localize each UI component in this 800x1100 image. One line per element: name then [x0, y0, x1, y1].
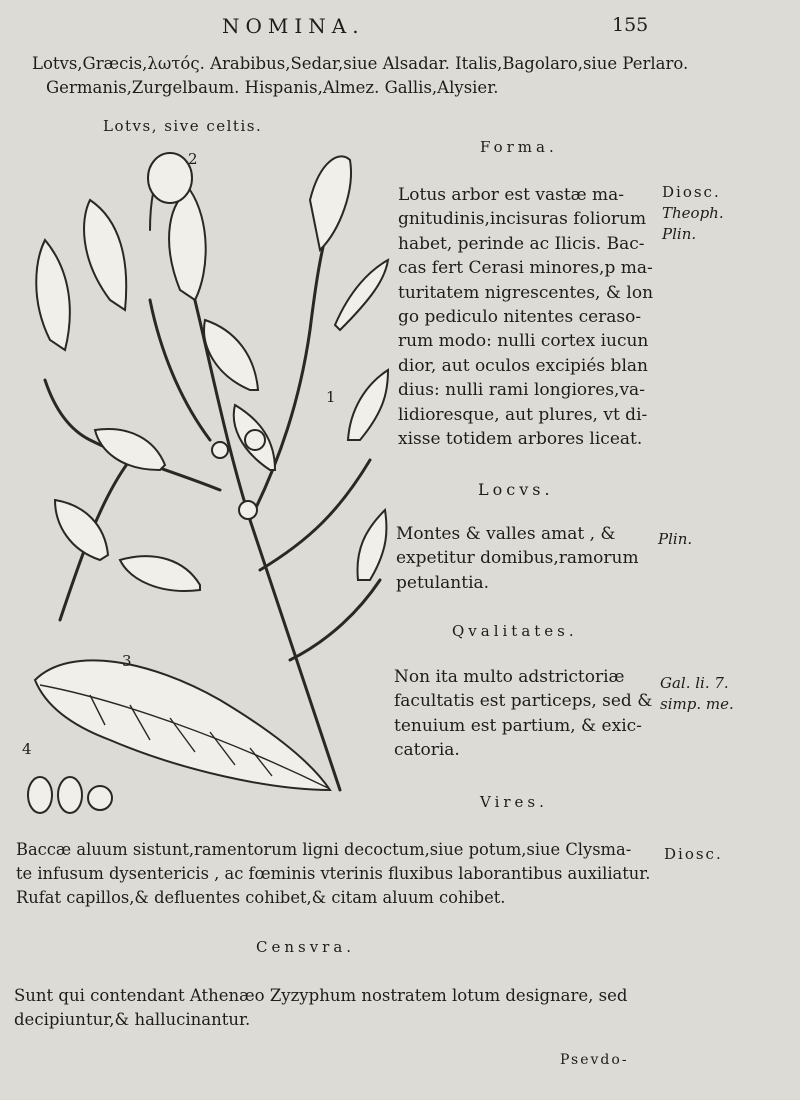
text-line: Sunt qui contendant Athenæo Zyzyphum nostratem lotum designare, sed	[14, 986, 628, 1005]
margin-note-vires: Diosc.	[664, 845, 723, 863]
text-line: Lotus arbor est vastæ ma-	[398, 185, 625, 205]
page-number: 155	[612, 14, 649, 36]
heading-locus: Locvs.	[478, 480, 554, 499]
leaf	[310, 156, 351, 250]
fruit-detail	[148, 153, 192, 203]
text-line: Non ita multo adstrictoriæ	[394, 667, 625, 687]
nomina-line-1: Lotvs,Græcis,λωτός. Arabibus,Sedar,siue Alsadar. Italis,Bagolaro,siue Perlaro.	[32, 54, 689, 73]
text-line: facultatis est particeps, sed &	[394, 691, 653, 712]
leaf	[169, 190, 206, 300]
text-line: Montes & valles amat , &	[396, 524, 616, 544]
branch-right-bottom	[290, 580, 380, 660]
text-line: dior, aut oculos excipiés blan	[398, 355, 648, 376]
margin-note-line: simp. me.	[660, 695, 734, 713]
text-line: habet, perinde ac Ilicis. Bac-	[398, 233, 645, 254]
figure-number-1: 1	[326, 388, 336, 406]
lotus-plant-illustration	[10, 140, 390, 830]
leaf	[348, 370, 388, 440]
locus-text	[396, 522, 639, 595]
margin-note-qualitates	[660, 673, 734, 715]
leaf	[95, 429, 165, 470]
text-line: cas fert Cerasi minores,p ma-	[398, 258, 653, 279]
leaf	[36, 240, 70, 350]
berry	[245, 430, 265, 450]
seed-detail	[58, 777, 82, 813]
nomina-line-2: Germanis,Zurgelbaum. Hispanis,Almez. Gallis,Alysier.	[46, 78, 499, 97]
leaf	[357, 510, 386, 580]
qualitates-text	[394, 665, 652, 763]
plate-title: Lotvs, sive celtis.	[103, 117, 263, 135]
large-leaf	[35, 660, 330, 790]
text-line: petulantia.	[396, 572, 490, 593]
text-line: xisse totidem arbores liceat.	[398, 429, 643, 450]
vires-text	[16, 838, 650, 910]
figure-number-2: 2	[188, 150, 198, 168]
text-line: Baccæ aluum sistunt,ramentorum ligni decoctum,siue potum,siue Clysma-	[16, 840, 632, 859]
text-line: go pediculo nitentes ceraso-	[398, 307, 642, 328]
berry	[239, 501, 257, 519]
berry	[212, 442, 228, 458]
text-line: te infusum dysentericis , ac fœminis vterinis fluxibus laborantibus auxiliatur.	[16, 864, 651, 883]
leaf	[335, 260, 388, 330]
censura-text	[14, 984, 627, 1032]
text-line: turitatem nigrescentes, & lon	[398, 282, 654, 303]
heading-censura: Censvra.	[256, 938, 356, 956]
text-line: lidioresque, aut plures, vt di-	[398, 404, 648, 425]
text-line: Rufat capillos,& defluentes cohibet,& citam aluum cohibet.	[16, 888, 506, 907]
margin-note-line: Diosc.	[662, 183, 721, 201]
text-line: tenuium est partium, & exic-	[394, 715, 642, 736]
text-line: rum modo: nulli cortex iucun	[398, 331, 649, 352]
margin-note-locus: Plin.	[658, 530, 693, 548]
figure-number-3: 3	[122, 652, 132, 670]
forma-text	[398, 183, 653, 451]
text-line: catoria.	[394, 740, 460, 761]
text-line: expetitur domibus,ramorum	[396, 548, 639, 569]
seed-detail	[88, 786, 112, 810]
margin-note-line: Plin.	[662, 225, 697, 243]
margin-note-line: Theoph.	[662, 204, 724, 222]
margin-note-line: Gal. li. 7.	[660, 674, 729, 692]
text-line: decipiuntur,& hallucinantur.	[14, 1010, 251, 1029]
running-head: NOMINA.	[222, 14, 365, 38]
heading-qualitates: Qvalitates.	[452, 622, 578, 640]
margin-note-forma	[662, 182, 724, 245]
catchword: Psevdo-	[560, 1052, 629, 1068]
branch-right-lower	[260, 460, 370, 570]
leaf	[84, 200, 126, 310]
heading-forma: Forma.	[480, 138, 558, 156]
heading-vires: Vires.	[480, 793, 548, 811]
text-line: dius: nulli rami longiores,va-	[398, 380, 645, 401]
figure-number-4: 4	[22, 740, 32, 758]
seed-detail	[28, 777, 52, 813]
leaf	[120, 556, 200, 591]
text-line: gnitudinis,incisuras foliorum	[398, 209, 647, 230]
